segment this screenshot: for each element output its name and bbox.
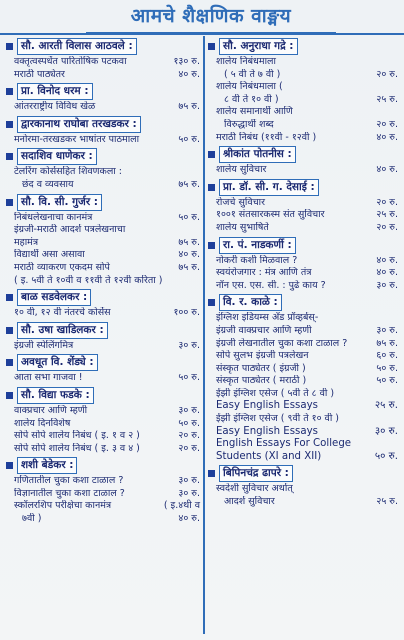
book-title: वक्तृत्वस्पर्धेत पारितोषिक पटकवा	[14, 56, 127, 67]
book-title: स्वदेशी सुविचार अर्थात्	[216, 483, 293, 495]
book-title: शालेय निबंधमाला (	[216, 81, 283, 93]
book-title: विरुद्धार्थी शब्द	[224, 118, 274, 130]
author-heading	[4, 387, 204, 404]
book-entry	[4, 430, 204, 443]
book-price: ७५ रु.	[178, 178, 200, 190]
book-title: ( इ. ५वी ते १०वी व ११वी ते १२वी करिता )	[14, 274, 163, 286]
book-title: मनोरमा-तरखडकर भाषांतर पाठमाला	[14, 133, 140, 145]
book-entry	[4, 237, 204, 250]
book-title: ईझी इंग्लिश एसेज ( ५वी ते ८ वी )	[216, 387, 335, 399]
book-entry	[4, 69, 204, 82]
book-title: संस्कृत पाठ्येतर ( मराठी )	[216, 375, 307, 387]
author-name: प्रा. विनोद धरम :	[17, 83, 93, 100]
book-entry	[206, 209, 402, 222]
book-title: इंग्रजी वाक्प्रचार आणि म्हणी	[216, 324, 312, 336]
square-bullet-icon	[6, 199, 13, 206]
book-entry	[206, 338, 402, 351]
book-price: ५० रु.	[374, 450, 398, 462]
book-price: १०० रु.	[173, 307, 200, 319]
book-title: टेलरिंग कोर्ससहित शिवणकला :	[14, 166, 122, 178]
book-title: रोजचे सुविचार	[216, 196, 265, 208]
author-heading	[4, 289, 204, 306]
book-price: २५ रु.	[376, 93, 398, 105]
book-title: शालेय दिनविशेष	[14, 417, 71, 429]
book-price: ५० रु.	[178, 211, 200, 223]
book-entry	[206, 197, 402, 210]
book-title: Easy English Essays	[216, 400, 318, 412]
square-bullet-icon	[6, 121, 13, 128]
book-entry	[206, 56, 402, 69]
square-bullet-icon	[6, 327, 13, 334]
author-name: अवधूत वि. शेंड्ये :	[17, 354, 98, 371]
book-price: ४० रु.	[376, 164, 398, 176]
book-title: मराठी व्याकरण एकदम सोपे	[14, 261, 110, 273]
square-bullet-icon	[6, 153, 13, 160]
book-entry	[4, 443, 204, 456]
author-name: वि. र. काळे :	[219, 294, 282, 311]
book-title: मराठी निबंध (११वी - १२वी )	[216, 131, 317, 143]
book-title: Students (XI and XII)	[216, 450, 322, 462]
author-name: शशी बेडेकर :	[17, 457, 77, 474]
book-entry	[4, 56, 204, 69]
book-entry	[206, 69, 402, 82]
book-entry	[4, 212, 204, 225]
book-entry	[206, 400, 402, 413]
book-price: २० रु.	[178, 442, 200, 454]
book-entry	[206, 81, 402, 94]
book-entry	[206, 363, 402, 376]
page-title: आमचे शैक्षणिक वाङ्मय	[86, 2, 336, 34]
book-title: इंग्लिश इडियम्स अँड प्रॉव्हर्बस्-	[216, 312, 319, 324]
square-bullet-icon	[6, 462, 13, 469]
book-entry	[206, 426, 402, 439]
book-entry	[4, 372, 204, 385]
book-entry	[206, 496, 402, 509]
book-title: इंग्रजी-मराठी आदर्श पत्रलेखनाचा	[14, 224, 126, 236]
book-title: शालेय निबंधमाला	[216, 56, 276, 67]
book-title: आदर्श सुविचार	[224, 496, 275, 508]
book-price: ७५ रु.	[376, 337, 398, 349]
square-bullet-icon	[208, 242, 215, 249]
book-entry	[4, 513, 204, 526]
author-heading	[4, 83, 204, 100]
book-price: ४० रु.	[178, 68, 200, 80]
book-title: १००१ संतसारकस्म संत सुविचार	[216, 209, 325, 221]
book-title: मराठी पाठ्येतर	[14, 68, 65, 80]
book-entry	[206, 388, 402, 401]
book-entry	[206, 413, 402, 426]
book-price: ३० रु.	[374, 425, 398, 437]
book-entry	[4, 275, 204, 288]
book-entry	[4, 418, 204, 431]
book-entry	[4, 475, 204, 488]
book-price: ४० रु.	[178, 513, 200, 525]
book-title: स्कॉलरशिप परीक्षेचा कानमंत्र	[14, 500, 112, 512]
author-name: सौ. उषा खाडिलकर :	[17, 322, 108, 339]
book-price: ७५ रु.	[178, 101, 200, 113]
author-heading	[206, 179, 402, 196]
book-price: २० रु.	[376, 221, 398, 233]
book-price: ५० रु.	[178, 372, 200, 384]
book-title: गणितातील चुका कशा टाळाल ?	[14, 475, 124, 487]
author-name: श्रीकांत पोतनीस :	[219, 146, 296, 163]
book-title: १० वी, १२ वी नंतरचे कोर्सेस	[14, 307, 111, 319]
book-price: ( इ.४थी व	[163, 500, 200, 512]
square-bullet-icon	[208, 184, 215, 191]
book-price: २० रु.	[376, 196, 398, 208]
book-price: २० रु.	[376, 68, 398, 80]
book-title: इंग्रजी स्पेलिंगमित्र	[14, 339, 74, 351]
book-price: २५ रु.	[376, 496, 398, 508]
author-heading	[206, 237, 402, 254]
book-entry	[4, 307, 204, 320]
book-entry	[4, 224, 204, 237]
author-heading	[206, 294, 402, 311]
author-heading	[206, 465, 402, 482]
book-title: शालेय सुभाषिते	[216, 221, 269, 233]
author-heading	[206, 38, 402, 55]
book-title: शालेय समानार्थी आणि	[216, 106, 293, 118]
book-title: सोपे सुलभ इंग्रजी पत्रलेखन	[216, 350, 309, 362]
book-title: नोकरी कशी मिळवाल ?	[216, 254, 298, 266]
book-price: ५० रु.	[376, 362, 398, 374]
book-entry	[4, 101, 204, 114]
book-price: ७५ रु.	[178, 261, 200, 273]
book-title: सोपे सोपे शालेय निबंध ( इ. १ व २ )	[14, 430, 140, 442]
book-price: ४० रु.	[376, 254, 398, 266]
book-entry	[4, 134, 204, 147]
book-entry	[4, 405, 204, 418]
book-entry	[206, 438, 402, 451]
author-heading	[4, 194, 204, 211]
book-entry	[4, 340, 204, 353]
book-entry	[206, 267, 402, 280]
square-bullet-icon	[6, 392, 13, 399]
book-title: ईझी इंग्लिश एसेज ( ९वी ते १० वी )	[216, 413, 340, 425]
book-title: नॉन एस. एस. सी. : पुढे काय ?	[216, 279, 326, 291]
book-price: ३० रु.	[178, 339, 200, 351]
author-heading	[4, 148, 204, 165]
author-heading	[4, 457, 204, 474]
left-column	[4, 36, 204, 636]
book-title: शालेय सुविचार	[216, 164, 267, 176]
book-entry	[4, 166, 204, 179]
book-entry	[206, 119, 402, 132]
right-column	[206, 36, 402, 636]
book-entry	[4, 488, 204, 501]
book-title: विद्यार्थी असा असावा	[14, 249, 85, 261]
book-title: ७वी )	[22, 513, 42, 525]
book-title: विज्ञानातील चुका कशा टाळाल ?	[14, 487, 125, 499]
book-title: वाक्प्रचार आणि म्हणी	[14, 404, 88, 416]
author-name: बिपिनचंद्र ढापरे :	[219, 465, 293, 482]
book-title: आता सभा गाजवा !	[14, 372, 83, 384]
book-price: ३० रु.	[178, 487, 200, 499]
book-price: ७५ रु.	[178, 236, 200, 248]
book-entry	[206, 164, 402, 177]
book-entry	[206, 451, 402, 464]
book-entry	[206, 312, 402, 325]
author-name: प्रा. डॉ. सी. ग. देसाई :	[219, 179, 319, 196]
book-entry	[206, 132, 402, 145]
book-price: ३० रु.	[178, 404, 200, 416]
book-price: ५० रु.	[376, 375, 398, 387]
book-title: इंग्रजी लेखनातील चुका कशा टाळाल ?	[216, 337, 348, 349]
book-price: २५ रु.	[374, 400, 398, 412]
book-entry	[206, 222, 402, 235]
book-entry	[206, 350, 402, 363]
author-name: सदाशिव धाणेकर :	[17, 148, 97, 165]
author-heading	[4, 322, 204, 339]
book-title: आंतरराष्ट्रीय विविध खेळ	[14, 101, 96, 113]
author-name: रा. पं. नाडकर्णी :	[219, 237, 296, 254]
book-title: English Essays For College	[216, 438, 352, 450]
square-bullet-icon	[208, 43, 215, 50]
book-title: ( ५ वी ते ७ वी )	[224, 68, 281, 80]
author-heading	[4, 354, 204, 371]
book-entry	[206, 94, 402, 107]
book-entry	[4, 249, 204, 262]
square-bullet-icon	[208, 299, 215, 306]
book-price: २५ रु.	[376, 209, 398, 221]
book-title: सोपे सोपे शालेय निबंध ( इ. ३ व ४ )	[14, 442, 140, 454]
square-bullet-icon	[6, 88, 13, 95]
square-bullet-icon	[208, 151, 215, 158]
book-title: महामंत्र	[14, 236, 39, 248]
book-price: ३० रु.	[376, 279, 398, 291]
book-price: ३० रु.	[178, 475, 200, 487]
book-price: २० रु.	[178, 430, 200, 442]
book-price: ३० रु.	[376, 324, 398, 336]
book-entry	[206, 106, 402, 119]
book-title: छंद व व्यवसाय	[22, 178, 74, 190]
book-price: ४० रु.	[376, 131, 398, 143]
book-price: ४० रु.	[178, 249, 200, 261]
author-name: सौ. वि. सी. गुर्जर :	[17, 194, 102, 211]
book-title: Easy English Essays	[216, 425, 318, 437]
book-price: ६० रु.	[376, 350, 398, 362]
book-price: ४० रु.	[376, 267, 398, 279]
book-entry	[4, 500, 204, 513]
square-bullet-icon	[6, 43, 13, 50]
book-entry	[206, 483, 402, 496]
book-price: ५० रु.	[178, 133, 200, 145]
author-name: सौ. अनुराधा गद्रे :	[219, 38, 298, 55]
author-heading	[4, 38, 204, 55]
author-heading	[4, 116, 204, 133]
book-entry	[206, 375, 402, 388]
book-price: २० रु.	[376, 118, 398, 130]
author-name: द्वारकानाथ राघोबा तरखडकर :	[17, 116, 141, 133]
book-price: १३० रु.	[173, 56, 200, 67]
author-heading	[206, 146, 402, 163]
book-entry	[206, 325, 402, 338]
book-entry	[206, 255, 402, 268]
book-title: निबंधलेखनाचा कानमंत्र	[14, 211, 93, 223]
square-bullet-icon	[208, 470, 215, 477]
square-bullet-icon	[6, 294, 13, 301]
square-bullet-icon	[6, 359, 13, 366]
book-title: स्वयंरोजगार : मंत्र आणि तंत्र	[216, 267, 312, 279]
book-title: संस्कृत पाठ्येतर ( इंग्रजी )	[216, 362, 306, 374]
book-title: ८ वी ते १० वी )	[224, 93, 279, 105]
title-divider	[0, 33, 404, 35]
book-entry	[4, 262, 204, 275]
book-price: ५० रु.	[178, 417, 200, 429]
book-entry	[206, 280, 402, 293]
author-name: बाळ सडवेलकर :	[17, 289, 91, 306]
author-name: सौ. विद्या फडके :	[17, 387, 94, 404]
author-name: सौ. आरती विलास आठवले :	[17, 38, 137, 55]
book-entry	[4, 179, 204, 192]
